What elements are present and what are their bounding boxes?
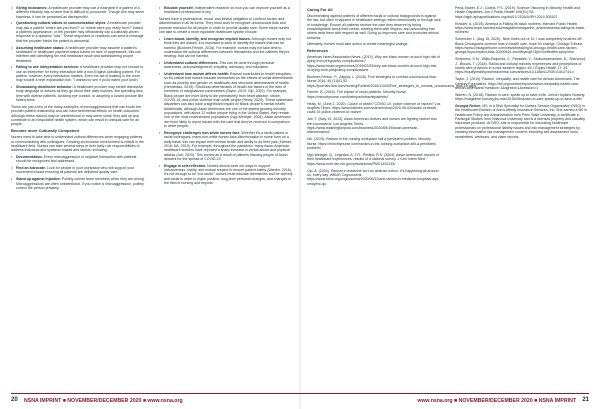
reference-entry: Ngo-Metzger, Q., Legedza, A. T.R., Phillips, R.S. (2004). Asian Americans' reports of their healthcare experiences: results of a national survey. J Gen Intern Med. https://www.ncbi.nlm.nih.gov/pmc/articles/PMC1492145/	[307, 152, 440, 166]
section-heading: References	[307, 48, 328, 54]
section-heading: Become more Culturally Competent	[11, 127, 80, 133]
bullet-item	[159, 61, 293, 70]
author-bio	[455, 104, 589, 139]
reference-entry: American Heart Association News. (2019). Why are black women at such high risk of dying from pregnancy complications? https://www.heart.org/en/news/2019/02/20/why-are-black-women-at-such-high-risk-of-dying-from-pregnancy-complications	[307, 54, 441, 72]
bullet-text: Independent research on how you can improve yourself as a healthcare professional is key.	[164, 6, 290, 15]
paragraph: These are just a few of the many examples of microaggressions that can erode the provider-patient relationship and can have detrimental effects on health outcomes. Although these actions may be unintentional or may seem small, they add up and contribute to an inequitable health system, which can result in unequal care for all people.	[11, 104, 141, 127]
bullet-item	[11, 177, 145, 190]
bullet-item	[11, 155, 145, 164]
reference-entry: Pena-Stuber, E.J., Collins, P.S. (2019). Science Visioning in Minority Health and Health Disparities. Am J Public Health 109(S1):S5. https://ajph.aphapublications.org/doi/10.2105/AJPH.2019.305107	[455, 6, 581, 19]
left-footer-text: NSNA IMPRINT ■ NOVEMBER/DECEMBER 2020 ■ www.nsna.org	[24, 398, 183, 404]
bullet-heading: Showcasing dismissive behavior:	[16, 85, 73, 90]
bullet-heading: Educate yourself:	[164, 6, 194, 10]
reference-entry: Buckner-Fenton, P., Zappia, L. (2016). Five strategies to combat unconscious bias. Nurse 2016, 46 (11)51-52. https://journals.lww.com/nursing/Fulltext/2016/11000/Five_strategies_to_combat_unconscious_bias.16.aspx	[307, 74, 477, 88]
reference-entry: NA. (2019). Racism in the nursing workplace still a persistent problem. Minority Nurse. https://minoritynurse.com/racism-in-the-nursing-workplace-still-a-persistent-problem/	[307, 137, 437, 151]
bio-text: MS, is a Risk Specialist for Nurses Service Organization (NSO) in the Healthcare Division of Aon's Affinity Insurance Services, Inc. She earned a BS in Healthcare Policy and Administration from Penn State University, a certificate in Paralegal Studies from Villanova University and is a licensed property and casualty insurance producer. At NSO, she is responsible for educating healthcare professionals on professional liability issues and risk management strategies by creating informative risk management content, including self-assessment tools, newsletters, webinars, and claim reports.	[455, 104, 587, 139]
reference-entry: Rowder, A. (2019). America is Failing its black mothers. Harvard Public Health. https://www.hsph.harvard.edu/magazine/magazine_article/america-failing-its-black-mothers/	[455, 21, 586, 35]
paragraph: Nurses need to take time to understand cultural differences when engaging patients or communicating with colleagues. Creating an inclusive environment is critical in the healthcare field. Nurses can take several steps in their daily role responsibilities to address individual and systemic biases and racism, including:	[11, 135, 144, 153]
right-footer-text: www.nsna.org ■ NOVEMBER/DECEMBER 2020 ■ NSNA IMPRINT	[417, 398, 576, 404]
column-4	[455, 6, 589, 141]
right-page-number: 21	[582, 397, 589, 403]
reference-entry: Farmer, B. (2018). The impact of racist patients. Minority Nurse. https://minoritynurse.com/theimpactofracistpatients/	[307, 90, 407, 99]
bullet-heading: Documentation.	[16, 155, 43, 160]
bullet-text: Look for people in your workplace who will support your movement toward ensuring all patients are delivered quality care.	[16, 166, 135, 175]
bullet-item	[159, 72, 293, 128]
reference-entry: Warren, N. (2016). Racism in care: speak up to save a life. Johns Hopkins Nursing. https://magazine.nursing.jhu.edu/2016/05/racism-in-care-speak-up-to-save-a-life/	[455, 92, 586, 102]
bullet-heading: Learn about, identify, and recognize implicit biases.	[164, 36, 251, 41]
bullet-text: A healthcare provider may not choose to use an interpreter for every interaction with a non-English-speaking patient. For patient, however, every interaction matters. Even the act of walking in the room may trouble a brief explanation like, "I wanted to see if you'd eaten your lunch."	[16, 65, 144, 83]
bullet-item	[11, 21, 145, 43]
page-footer	[0, 393, 600, 409]
reference-entry: Jan, T. (May 19, 2020). Asian American doctors and nurses are fighting racism and the coronavirus. Los Angeles Times. https://www.washingtonpost.com/business/2020/05/19/asian-american-discrimination/	[307, 117, 437, 135]
paragraph: Discriminating against patients of different racial or cultural backgrounds is against the law, but often it happens in healthcare settings, either intentionally or through lack of knowledge. Ensure all patients receive the care they deserve by being knowledgeable about their needs, treating them with respect, and advocating that others treat them with respect as well. Doing so improves care and promotes ethical behavior.	[307, 13, 441, 40]
bullet-heading: Giving nicknames:	[16, 6, 48, 10]
paragraph: Ultimately, nurses must take action to create meaningful change.	[307, 42, 409, 47]
reference-entry: Shepherd, S.M., Willis-Esqueda, C., Paradies, Y., Sivasubramaniam, D., Sherwood, J., Brooks, T. (2018). Racial and cultural minority experiences and perceptions of health care provision in a mid-western region. Int J Equity Health 17: 33. https://equityhealthj.biomedcentral.com/articles/10.1186/s12939-018-0744-x	[455, 57, 587, 75]
column-2	[159, 6, 293, 188]
page-gutter	[299, 0, 301, 409]
paragraph: Nurses have a professional, moral, and ethical obligation to confront racism and discrimination in all its forms. They must work to recognize unconscious bias and promote inclusion for all people in order to provide quality care. Some steps nurses can take to create a more equitable healthcare system include:	[159, 17, 290, 35]
bullet-heading: Understand how racism affects health.	[164, 72, 230, 77]
bullet-heading: Stand up against injustice.	[16, 177, 61, 182]
section-heading: Caring For All	[307, 7, 333, 12]
bullet-text: Racism contributes to health inequities, so it's critical that nurses educate themselves on the effects of social determinants such as poverty and gender on healthcare and structural determinants of health (Hennebiao, 2019). Structural determinants of health are factors in the lives of members of marginalized communities (Taylor, 2019; Ojo, 2020). For example, Black people are more likely to die prematurely from heart disease, stroke, COVID-19, and police violence than white people (Healy, 2020). These systematic disparities can also have a significant impact on Black people's mental health. Additionally, although Asian Americans are one of the fastest growing minority populations, with about 12 million people living in the United States, they remain one of the most understudied populations (Ngo-Metzger, 2004). Asian Americans are more likely to report issues with the care that they've received in comparison to white people.	[164, 72, 293, 129]
bullet-text: A healthcare provider may ask a patient "where are you from?" or "where were you really born?" based a patient's appearance, or the provider may offhandedly call a culturally-driven response to a question "odd." These responses or reactions can send a message that the provider thinks the patient is abnormal.	[16, 21, 144, 43]
bullet-item	[11, 85, 145, 102]
bullet-text: A healthcare provider may exhibit dismissive body language or actions as they go about their daily routines, like spending less time with diverse patients, avoiding eye contact, or adopting a closed posture like folded arms.	[16, 85, 144, 103]
bullet-item	[11, 166, 145, 175]
bullet-text: A healthcare provider may assume a patient's healthcare or healthcare payment status based on race or appearance; this can interfere with identifying the real healthcare issue and administering proper treatment.	[16, 45, 141, 63]
bullet-text: A healthcare provider may use a nickname if a patient of a different ethnicity has a name that is difficult to pronounce. Though this may seem harmless, it can be perceived as disrespectful.	[16, 6, 145, 19]
left-page-number: 20	[11, 397, 18, 403]
bullet-text: Nurses should seek out ways to support inclusiveness, civility, and mutual respect to ensure patient safety (Warren, 2016). It's not enough to be "not racist;" nurses must educate themselves and be actively anti-racist in order to make positive, long-term personal changes, and changes in the field of nursing and beyond.	[164, 163, 293, 186]
bullet-item	[11, 46, 145, 63]
column-1	[11, 6, 145, 193]
bullet-text: This can be done through personal awareness, acknowledgement, empathy, advocacy, and education.	[164, 60, 275, 70]
bullet-item	[159, 164, 293, 186]
bullet-heading: Understand cultural differences.	[164, 60, 219, 65]
bullet-text: Although nurses may not think they are biased, it is important to work to identify the biases that can be harmful (Buckner-Fenton, 2016). For example, nurses may not take time to understand the cultural differences between themselves and the patients they're treating; that can be harmful.	[164, 36, 291, 59]
bullet-heading: Recognize challenges non-white nurses face.	[164, 130, 241, 135]
bullet-item	[159, 37, 293, 59]
bullet-item	[159, 6, 293, 15]
bullet-heading: Engage in self-reflection.	[164, 163, 207, 168]
bullet-text: Every microaggression or negative interaction with patients should be recognized and addressed.	[16, 155, 137, 164]
reference-entry: Taylor, J. (2019). Racism, inequality, and health care for African Americans. The Century Foundation. https://tcf.org/content/report/racism-inequality-health-care-african-americans/?session=1&agreed=1&session=1	[455, 77, 580, 90]
bullet-heading: Failing to use interpretation services:	[16, 65, 80, 70]
reference-entry: Ojo, A. (2020). Racism in medicine isn't an abstract notion. It's happening all around us, every day. WBUR Cognoscenti. https://www.wbur.org/cognoscenti/2020/06/12/anti-racism-in-medicine-hospitals-ayo-omoyeni-ojo	[307, 168, 440, 186]
reference-entry: Schencker L. (Aug 15, 2020). 'Nine times out of 10, I was completely brushed off': Black Chicagoans confront bias in health care, hope for change. Chicago Tribune. https://www.chicagotribune.com/news/breaking/ct-chicago-health-care-racism-george-floyd-implicit-bias-20200815-ecuillfbymq5?3pkOXnffedtfm.story.html	[455, 37, 584, 55]
reference-entry: Healy, M. (June 2, 2020). Cause of death? COVID-19, police violence or racism? Los Angeles Times. https://www.latimes.com/science/story/2020-06-02/cause-of-death-covid-19-police-violence-or-racism	[307, 101, 441, 115]
bullet-heading: Questioning cultural values or communication styles:	[16, 21, 107, 26]
bullet-item	[11, 6, 145, 19]
bullet-heading: Find an advocate.	[16, 166, 46, 171]
bullet-item	[11, 65, 145, 82]
bullet-text: Whether it's a racist patient or racist colleagues, many non-white nurses face discrimination in some form on a daily basis; this can impact their mental health and ability to do their jobs (Farmer, 2018; NA, 2019). For example, throughout the pandemic, many Asian-American healthcare workers have reported a sharp increase in verbal abuse and physical attacks (Jan, 2020). This comes as a result of patients blaming people of Asian descent for the spread of COVID-19.	[164, 130, 292, 161]
bullet-item	[159, 131, 293, 161]
footer-rule	[11, 393, 589, 394]
author-name: Georgia Reiner,	[455, 104, 482, 109]
bullet-text: Politely correct team members when they are wrong. Microaggressions are often unintentional. If you notice a microaggression, politely correct the person privately.	[16, 177, 145, 190]
bullet-heading: Assuming healthcare status:	[16, 45, 65, 50]
